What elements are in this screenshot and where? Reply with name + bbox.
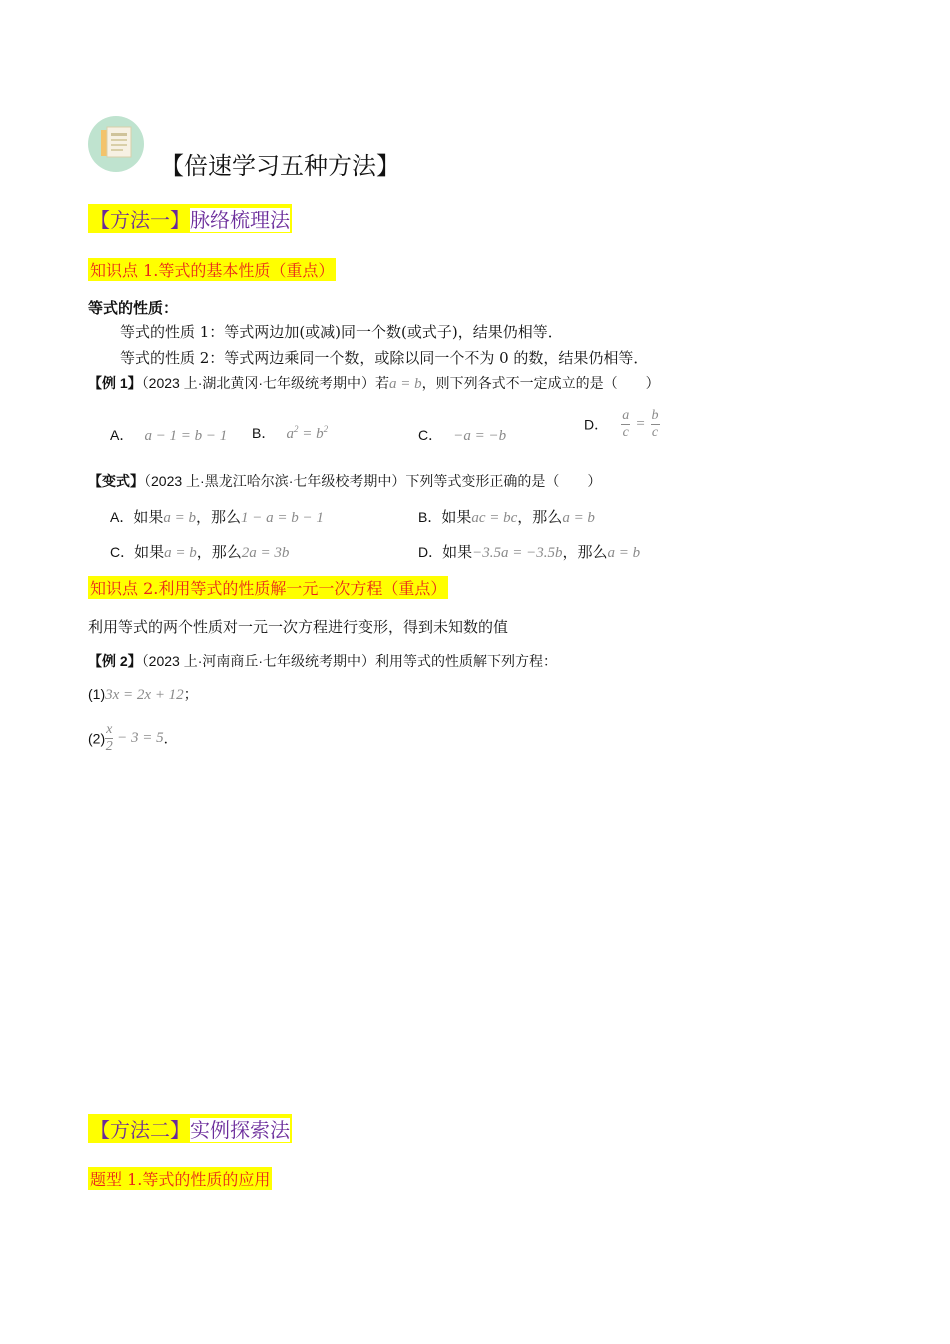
property-2: 等式的性质 2：等式两边乘同一个数，或除以同一个不为 0 的数，结果仍相等． [120, 349, 649, 367]
question-2-rest: − 3 = 5 [113, 730, 164, 746]
option-d-num-b: b [651, 408, 659, 423]
variant-b-then: ，那么 [517, 508, 563, 526]
option-b-sup-a: 2 [293, 424, 299, 434]
example-1-line [88, 373, 660, 393]
option-b-expr [286, 426, 328, 442]
question-2-numerator: x [106, 722, 113, 737]
option-d-frac-a [621, 408, 630, 441]
variant-a-cond: a = b [163, 510, 196, 526]
example-2-question: 利用等式的性质解下列方程： [375, 654, 558, 670]
variant-d-if: 如果 [442, 543, 473, 561]
method-2-title: 实例探索法 [190, 1118, 290, 1142]
paper-line-3 [111, 144, 127, 146]
method-2-open: 【 [90, 1118, 110, 1142]
property-1: 等式的性质 1：等式两边加(或减)同一个数(或式子)，结果仍相等． [120, 323, 563, 341]
variant-c-if: 如果 [134, 543, 165, 561]
method-1-open: 【 [90, 208, 110, 232]
example-1-question: ，则下列各式不一定成立的是（ ） [421, 376, 660, 392]
paper-line-1 [111, 133, 127, 136]
example-2-tag: 【例 2】 [88, 653, 142, 669]
variant-line [88, 471, 601, 491]
variant-c-letter: C． [110, 544, 135, 560]
knowledge-point-1: 知识点 1.等式的基本性质（重点） [88, 258, 336, 281]
method-1-name: 方法一 [110, 208, 170, 232]
option-d-eq: = [635, 416, 646, 432]
method-2-name: 方法二 [110, 1118, 170, 1142]
method-1-close: 】 [170, 208, 190, 232]
variant-a-if: 如果 [133, 508, 164, 526]
option-c-expr: −a = −b [453, 428, 507, 444]
option-b-eq: = [298, 426, 317, 442]
method-1-title: 脉络梳理法 [190, 208, 290, 232]
paper-line-4 [111, 149, 123, 151]
variant-source: （2023 上·黑龙江哈尔滨·七年级校考期中） [144, 473, 406, 489]
option-d-frac-b [651, 408, 660, 441]
question-1-equation: 3x = 2x + 12 [105, 687, 184, 703]
knowledge-point-2: 知识点 2.利用等式的性质解一元一次方程（重点） [88, 576, 448, 599]
option-b-letter: B． [252, 425, 276, 441]
example-1-source: （2023 上·湖北黄冈·七年级统考期中） [141, 375, 376, 391]
option-a-expr: a − 1 = b − 1 [144, 428, 228, 444]
example-1-pre: 若 [375, 376, 390, 392]
variant-b-letter: B． [418, 509, 442, 525]
variant-c-result: 2a = 3b [241, 545, 290, 561]
question-2-number: (2) [88, 730, 106, 747]
option-b-base-a: a [286, 426, 294, 442]
variant-question: 下列等式变形正确的是（ ） [405, 474, 602, 490]
example-2-line [88, 651, 557, 671]
page-title: 【倍速学习五种方法】 [160, 152, 400, 180]
option-d-num-a: a [622, 408, 630, 423]
variant-d-letter: D． [418, 544, 443, 560]
variant-option-d[interactable] [418, 541, 640, 562]
variant-a-result: 1 − a = b − 1 [241, 510, 324, 526]
option-d-den-b: c [651, 425, 659, 440]
method-2-close: 】 [170, 1118, 190, 1142]
method-1-heading [88, 204, 292, 233]
question-1-number: (1) [88, 686, 106, 702]
option-b-base-b: b [316, 426, 324, 442]
variant-a-letter: A． [110, 509, 134, 525]
variant-tag: 【变式】 [88, 473, 144, 489]
example-2-source: （2023 上·河南商丘·七年级统考期中） [141, 653, 376, 669]
question-type-1: 题型 1.等式的性质的应用 [88, 1167, 272, 1190]
example-1-option-b[interactable] [252, 423, 328, 443]
option-d-letter: D． [584, 416, 609, 433]
question-1-end: ； [183, 687, 198, 703]
variant-b-cond: ac = bc [471, 510, 518, 526]
method-2-heading [88, 1114, 292, 1143]
variant-option-c[interactable] [110, 541, 289, 562]
question-2-end: ． [163, 731, 178, 748]
option-c-letter: C． [418, 427, 443, 443]
paper-line-2 [111, 139, 127, 141]
variant-d-result: a = b [607, 545, 641, 561]
variant-option-a[interactable] [110, 506, 324, 527]
variant-d-cond: −3.5a = −3.5b [472, 545, 563, 561]
example-1-tag: 【例 1】 [88, 375, 142, 391]
properties-heading: 等式的性质： [88, 300, 179, 317]
example-1-condition: a = b [389, 376, 422, 392]
variant-option-b[interactable] [418, 506, 595, 527]
option-d-den-a: c [622, 425, 629, 440]
document-stack-icon [88, 116, 144, 172]
document-stack-graphic [88, 116, 144, 172]
variant-b-if: 如果 [441, 508, 472, 526]
variant-b-result: a = b [562, 510, 595, 526]
example-2-question-1 [88, 684, 198, 704]
example-1-option-a[interactable] [110, 425, 227, 445]
question-2-denominator: 2 [105, 739, 113, 754]
example-1-option-c[interactable] [418, 425, 506, 445]
paper-front [107, 127, 131, 157]
variant-a-then: ，那么 [195, 508, 241, 526]
variant-c-then: ，那么 [196, 543, 242, 561]
option-b-sup-b: 2 [323, 424, 329, 434]
variant-d-then: ，那么 [562, 543, 608, 561]
example-1-option-d[interactable] [584, 408, 660, 441]
knowledge-point-2-description: 利用等式的两个性质对一元一次方程进行变形，得到未知数的值 [88, 618, 509, 636]
option-a-letter: A． [110, 427, 134, 443]
example-2-question-2 [88, 722, 178, 755]
variant-c-cond: a = b [164, 545, 197, 561]
